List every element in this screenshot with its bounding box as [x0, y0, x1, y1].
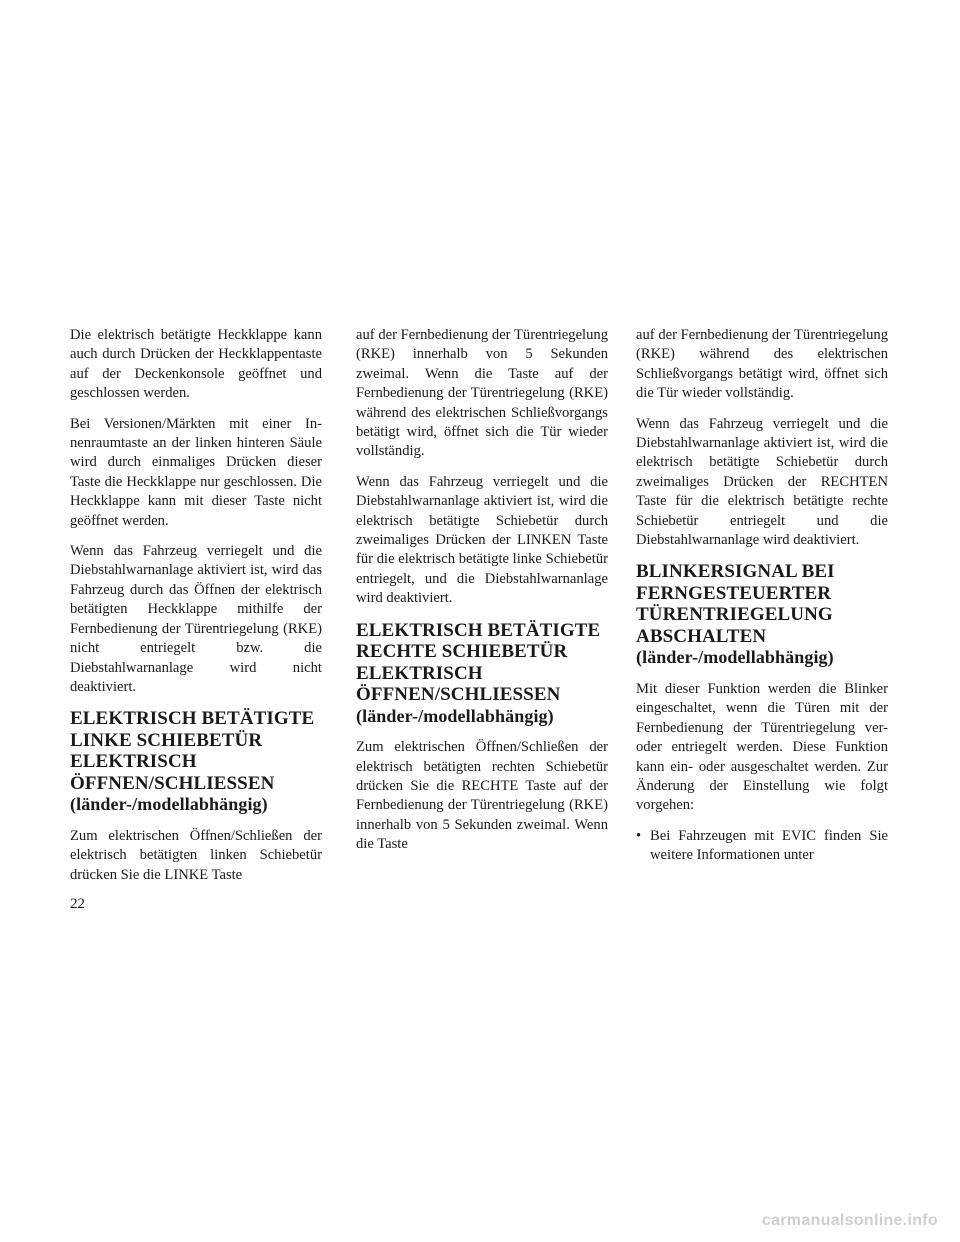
heading-line: RECHTE SCHIEBETÜR — [356, 641, 568, 663]
watermark: carmanualsonline.info — [761, 1212, 938, 1229]
heading-subtitle: (länder-/modellabhängig) — [70, 794, 268, 815]
section-heading-right-sliding-door — [356, 620, 608, 728]
column-left — [70, 326, 322, 896]
paragraph: Bei Versionen/Märkten mit einer Innenraumtaste an der linken hinteren Säule wird durch einmaliges Drücken dieser Taste die Heckklappe nur geschlossen. Die Heckklappe kann mit dieser Taste nicht geöffnet werden. — [70, 415, 322, 529]
paragraph: Wenn das Fahrzeug verriegelt und die Diebstahlwarnanlage aktiviert ist, wird das Fahrzeug durch das Öffnen der elektrisch betätigten Heckklappe mithilfe der Fernbedienung der Türentriegelung (RKE) nicht entriegelt bzw. die Diebstahlwarnanlage wird nicht deaktiviert. — [70, 543, 322, 695]
heading-subtitle: (länder-/modellabhängig) — [356, 705, 554, 726]
heading-line: BLINKERSIGNAL BEI — [636, 561, 835, 583]
heading-subtitle: (länder-/modellabhängig) — [636, 647, 834, 668]
paragraph: Zum elektrischen Öffnen/Schließen der elektrisch betätigten linken Schiebetür drücken Sie die LINKE Taste — [70, 827, 322, 883]
paragraph: Die elektrisch betätigte Heckklappe kann auch durch Drücken der Heckklappentaste auf der Deckenkonsole geöffnet und geschlossen werden. — [70, 327, 322, 402]
heading-line: FERNGESTEUERTER — [636, 582, 832, 604]
heading-line: ÖFFNEN/SCHLIESSEN — [356, 684, 561, 706]
paragraph: Mit dieser Funktion werden die Blinker eingeschaltet, wenn die Türen mit der Fernbedienung der Türentriegelung ver- oder entriegelt werden. Diese Funktion kann ein- oder ausgeschaltet werden. Zur Änderung der Einstellung wie folgt vorgehen: — [636, 680, 888, 814]
list-item-text: Bei Fahrzeugen mit EVIC finden Sie weitere Informationen unter — [650, 827, 888, 864]
heading-line: ELEKTRISCH BETÄTIGTE — [356, 619, 601, 641]
paragraph: auf der Fernbedienung der Türentriegelung (RKE) während des elektrischen Schließvorgangs betätigt wird, öffnet sich die Tür wieder vollständig. — [636, 327, 888, 402]
paragraph: Zum elektrischen Öffnen/Schließen der elektrisch betätigten rechten Schiebetür drücken Sie die RECHTE Taste auf der Fernbedienung der Türentriegelung (RKE) innerhalb von 5 Sekunden zweimal. Wenn die Taste — [356, 739, 608, 853]
section-heading-turn-signal — [636, 561, 888, 669]
paragraph: Wenn das Fahrzeug verriegelt und die Diebstahlwarnanlage aktiviert ist, wird die elektrisch betätigte Schiebetür durch zweimaliges Drücken der RECHTEN Taste für die elektrisch betätigte rechte Schiebetür entriegelt und die Diebstahlwarnanlage wird deaktiviert. — [636, 415, 888, 549]
heading-line: ÖFFNEN/SCHLIESSEN — [70, 772, 275, 794]
column-right — [636, 326, 888, 866]
heading-line: ABSCHALTEN — [636, 625, 767, 647]
paragraph: Wenn das Fahrzeug verriegelt und die Diebstahlwarnanlage aktiviert ist, wird die elektrisch betätigte Schiebetür durch zweimaliges Drücken der LINKEN Taste für die elektrisch betätigte linke Schiebetür entriegelt, und die Diebstahlwarnanlage wird deaktiviert. — [356, 473, 608, 607]
section-heading-left-sliding-door — [70, 708, 322, 816]
page-number: 22 — [70, 896, 85, 912]
heading-line: ELEKTRISCH — [356, 662, 483, 684]
paragraph: auf der Fernbedienung der Türentriegelung (RKE) innerhalb von 5 Sekunden zweimal. Wenn die Taste auf der Fernbedienung der Türentriegelung (RKE) während des elektrischen Schließvorgangs betätigt wird, öffnet sich die Tür wieder vollständig. — [356, 327, 608, 460]
heading-line: ELEKTRISCH BETÄTIGTE — [70, 708, 315, 730]
column-middle — [356, 326, 608, 866]
bullet-icon: • — [636, 827, 642, 844]
heading-line: TÜRENTRIEGELUNG — [636, 604, 833, 626]
list-item — [636, 827, 888, 866]
heading-line: LINKE SCHIEBETÜR — [70, 729, 263, 751]
bullet-list — [636, 827, 888, 866]
heading-line: ELEKTRISCH — [70, 751, 197, 773]
